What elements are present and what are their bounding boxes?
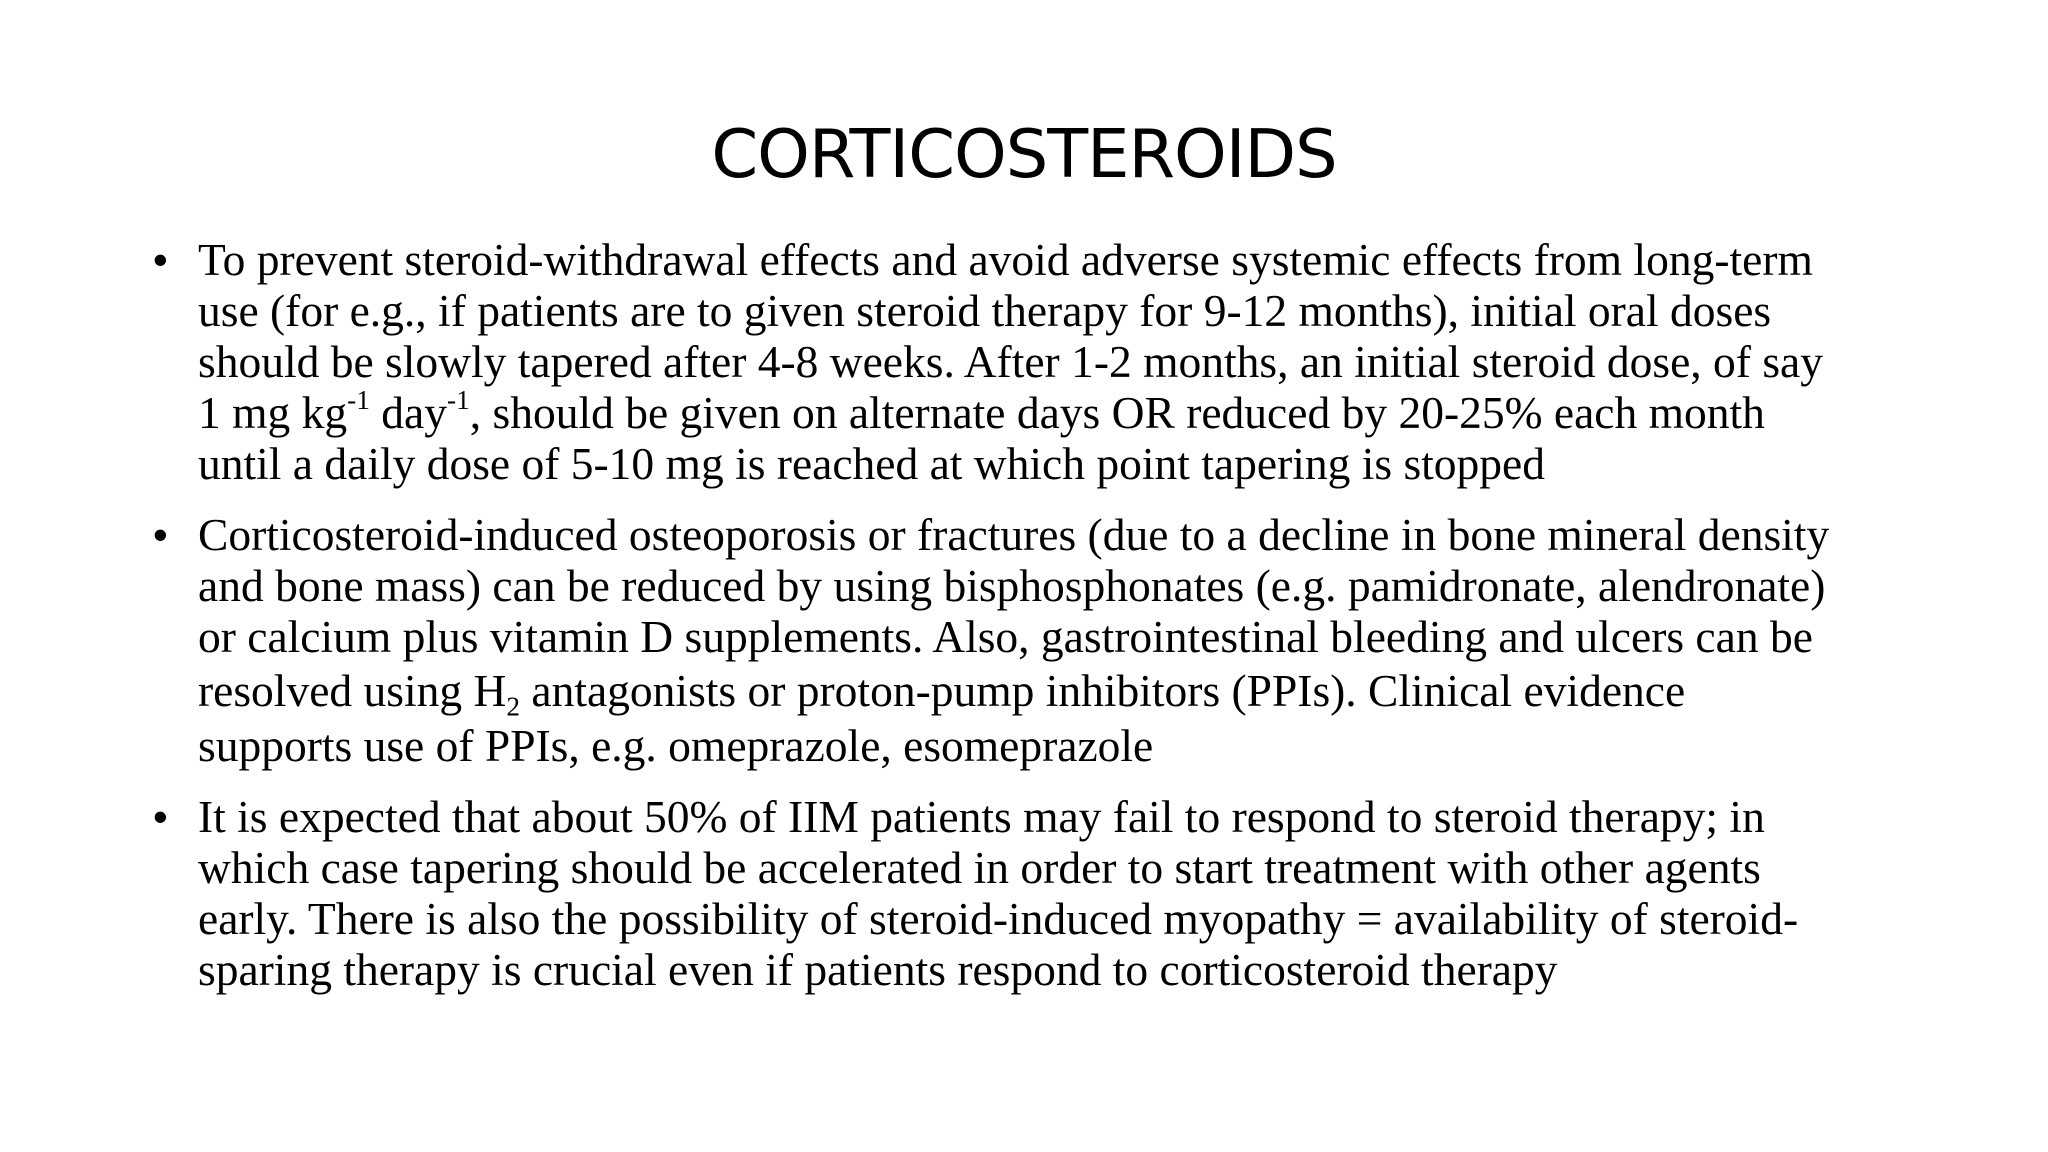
bullet-line: sparing therapy is crucial even if patients respond to corticosteroid therapy — [198, 944, 1558, 995]
bullet-line: which case tapering should be accelerated in order to start treatment with other agents — [198, 842, 1761, 893]
bullet-line-dose — [198, 384, 2033, 438]
slide-title: CORTICOSTEROIDS — [711, 115, 1337, 193]
bullet-line: until a daily dose of 5-10 mg is reached at which point tapering is stopped — [198, 438, 1546, 489]
bullet-line: or calcium plus vitamin D supplements. Also, gastrointestinal bleeding and ulcers can be — [198, 611, 1813, 662]
bullet-item-steroid-failure — [153, 791, 2033, 995]
h2-text: resolved using H — [198, 665, 507, 716]
bullet-list — [153, 234, 2033, 1015]
bullet-line-h2 — [198, 662, 2033, 720]
bullet-line: To prevent steroid-withdrawal effects and avoid adverse systemic effects from long-term — [198, 234, 1813, 285]
bullet-item-osteoporosis — [153, 509, 2033, 771]
bullet-line: use (for e.g., if patients are to given steroid therapy for 9-12 months), initial oral doses — [198, 285, 1772, 336]
bullet-icon: • — [153, 236, 168, 283]
dose-text: 1 mg kg — [198, 387, 348, 438]
dose-superscript: -1 — [446, 384, 470, 415]
h2-subscript: 2 — [506, 691, 521, 722]
bullet-line: supports use of PPIs, e.g. omeprazole, esomeprazole — [198, 720, 1154, 771]
h2-text: antagonists or proton-pump inhibitors (PPIs). Clinical evidence — [520, 665, 1686, 716]
bullet-icon: • — [153, 793, 168, 840]
bullet-line: Corticosteroid-induced osteoporosis or fractures (due to a decline in bone mineral density — [198, 509, 1830, 560]
bullet-line: and bone mass) can be reduced by using bisphosphonates (e.g. pamidronate, alendronate) — [198, 560, 1826, 611]
dose-superscript: -1 — [347, 384, 370, 415]
bullet-item-tapering — [153, 234, 2033, 489]
bullet-line: should be slowly tapered after 4-8 weeks. After 1-2 months, an initial steroid dose, of say — [198, 336, 1823, 387]
dose-text: day — [369, 387, 447, 438]
dose-text: , should be given on alternate days OR reduced by 20-25% each month — [469, 387, 1765, 438]
bullet-line: It is expected that about 50% of IIM patients may fail to respond to steroid therapy; in — [198, 791, 1765, 842]
bullet-line: early. There is also the possibility of steroid-induced myopathy = availability of steroid- — [198, 893, 1799, 944]
bullet-icon: • — [153, 511, 168, 558]
